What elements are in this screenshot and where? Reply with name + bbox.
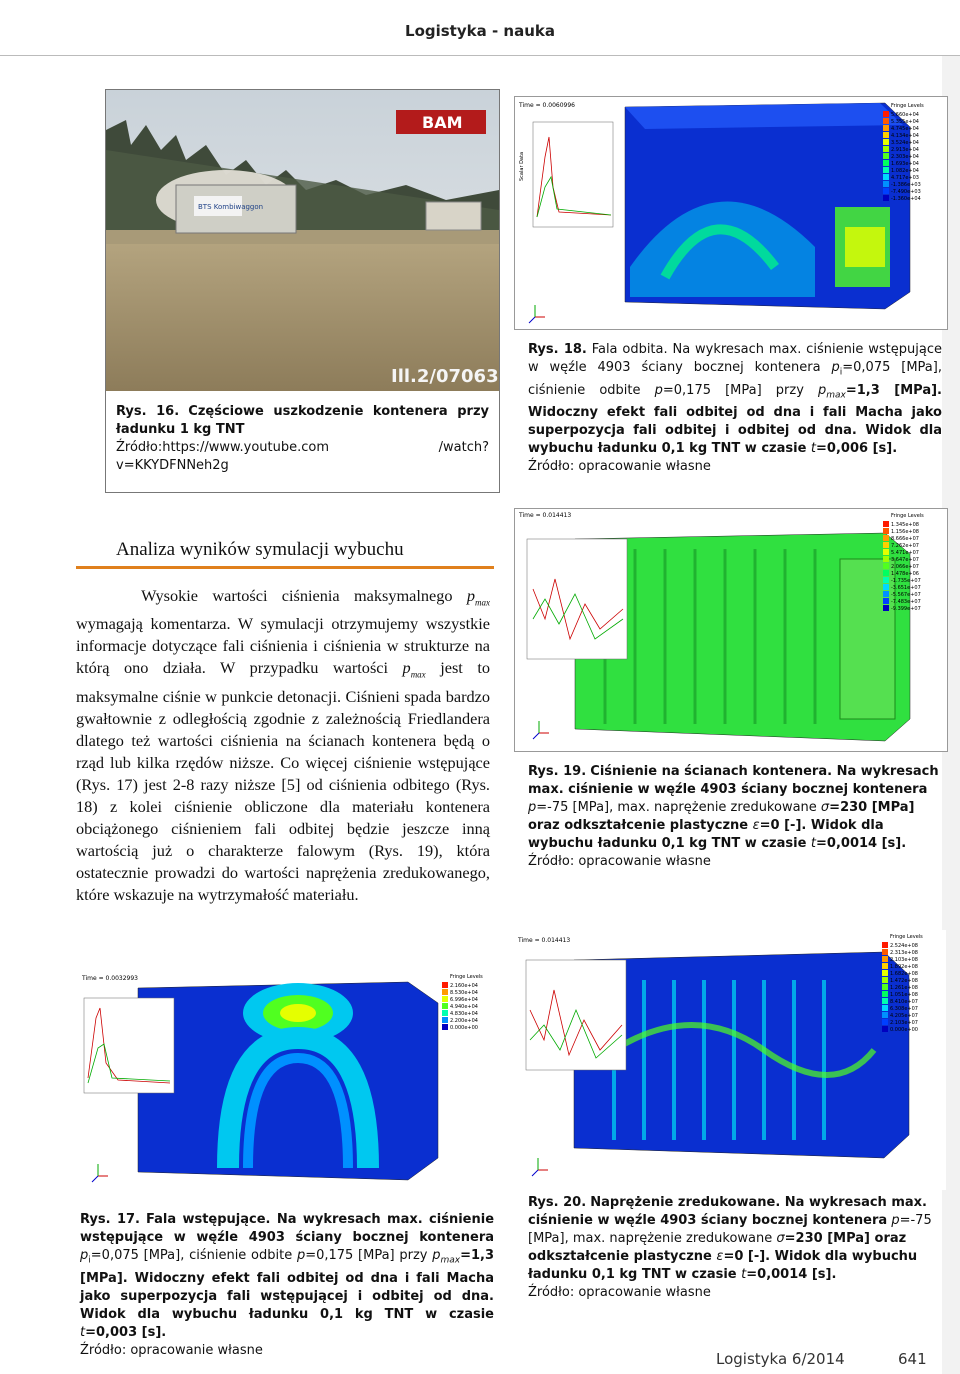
figure-17-source: Źródło: opracowanie własne [80, 1342, 263, 1358]
footer-journal: Logistyka 6/2014 [716, 1350, 845, 1368]
figure-16-source: Źródło:https://www.youtube.com /watch?v=KKYDFNNeh2g [116, 440, 489, 473]
fig20-legend-swatch [882, 984, 888, 990]
fig18-legend-value: 3.524e+04 [891, 140, 919, 146]
figure-18-text-5: =0,006 [s]. [816, 441, 898, 457]
fig20-legend-value: 1.472e+08 [890, 978, 918, 984]
body-sub-max2: max [410, 669, 426, 680]
fig17-legend-swatch [442, 996, 448, 1002]
body-var-p2: p [402, 658, 411, 678]
fig20-legend-swatch [882, 1005, 888, 1011]
section-body [76, 585, 490, 906]
fig18-legend-swatch [883, 167, 889, 173]
fig17-legend-value: 4.940e+04 [450, 1004, 478, 1010]
fig20-legend-value: 8.410e+07 [890, 999, 918, 1005]
fig19-legend-value: 2.066e+07 [891, 564, 919, 570]
figure-20-var-p: p [891, 1213, 900, 1228]
figure-19-var-t: t [810, 836, 817, 851]
fig18-legend-swatch [883, 188, 889, 194]
fig20-legend-value: 6.308e+07 [890, 1006, 918, 1012]
fig19-legend-swatch [883, 521, 889, 527]
fig18-legend-value: 4.745e+04 [891, 126, 919, 132]
fig20-legend-swatch [882, 977, 888, 983]
section-underline [76, 566, 494, 569]
fig18-legend-swatch [883, 146, 889, 152]
running-header: Logistyka - nauka [405, 22, 555, 40]
fig19-legend-swatch [883, 570, 889, 576]
fig19-legend-swatch [883, 528, 889, 534]
fig20-legend-swatch [882, 956, 888, 962]
figure-20-text-4: =0,0014 [s]. [746, 1267, 837, 1282]
figure-18-label: Rys. 18. [528, 342, 587, 357]
fig19-legend-swatch [883, 591, 889, 597]
figure-19 [514, 508, 948, 752]
figure-17-text-5: =0,003 [s]. [85, 1324, 167, 1340]
fig20-legend-swatch [882, 1026, 888, 1032]
figure-19-caption [528, 763, 942, 871]
fig17-legend-swatch [442, 982, 448, 988]
section-heading: Analiza wyników symulacji wybuchu [116, 539, 404, 560]
figure-20-var-sigma: σ [776, 1231, 785, 1246]
figure-18-text-1: Fala odbita. Na wykresach max. ciśnienie wstępujące w węźle 4903 ściany bocznej kontenera [528, 342, 942, 375]
fig17-legend-swatch [442, 1024, 448, 1030]
fig19-legend-swatch [883, 535, 889, 541]
fig18-legend-value: -7.490e+03 [891, 189, 921, 195]
figure-19-var-eps: ε [752, 818, 760, 833]
figure-20-var-eps: ε [716, 1249, 724, 1264]
figure-17-var-p2: p [296, 1248, 306, 1263]
fig19-legend-swatch [883, 598, 889, 604]
axes-triad-icon [532, 1158, 548, 1176]
fig17-legend-swatch [442, 1017, 448, 1023]
fig20-legend-swatch [882, 1012, 888, 1018]
figure-19-source: Źródło: opracowanie własne [528, 854, 711, 869]
figure-19-title: Ciśnienie na ścianach kontenera. Na wykresach max. ciśnienie w węźle 4903 ściany bocznej kontenera [528, 764, 939, 797]
sign-text: BTS Kombiwaggon [198, 203, 264, 211]
fig17-legend-swatch [442, 989, 448, 995]
fig20-time: Time = 0.014413 [518, 937, 571, 944]
fig18-legend-value: -1.386e+03 [891, 182, 921, 188]
figure-16-title: Częściowe uszkodzenie kontenera przy ładunku 1 kg TNT [116, 404, 489, 437]
fig19-legend-value: 8.666e+07 [891, 536, 919, 542]
figure-16-box [105, 89, 500, 493]
fig18-legend-swatch [883, 139, 889, 145]
figure-16-label: Rys. 16. [116, 404, 180, 419]
figure-18-caption [528, 341, 942, 476]
figure-17-var-p: p [80, 1248, 89, 1263]
fig19-legend-value: 7.262e+07 [891, 543, 919, 549]
fig19-legend-value: -3.651e+07 [891, 585, 921, 591]
fig18-time: Time = 0.0060996 [519, 102, 575, 109]
fig20-legend-value: 1.261e+08 [890, 985, 918, 991]
fig18-image [515, 97, 947, 329]
axes-triad-icon [92, 1164, 108, 1182]
figure-19-text-1: =-75 [MPa], max. naprężenie zredukowane [536, 800, 821, 815]
figure-17-text-2: =0,075 [MPa], ciśnienie odbite [90, 1248, 297, 1263]
fig17-legend-swatch [442, 1010, 448, 1016]
figure-18-var-t: t [810, 441, 817, 457]
fig17-legend-value: 8.530e+04 [450, 990, 478, 996]
fig18-legend-swatch [883, 195, 889, 201]
figure-17-caption [80, 1211, 494, 1360]
figure-19-text-4: =0,0014 [s]. [816, 836, 907, 851]
header-divider [0, 55, 960, 56]
figure-18-text-3: =0,175 [MPa] przy [662, 382, 818, 398]
fig18-legend-swatch [883, 111, 889, 117]
fig20-legend-value: 2.103e+07 [890, 1020, 918, 1026]
fig20-legend-swatch [882, 942, 888, 948]
fig20-legend-value: 1.892e+08 [890, 964, 918, 970]
fig18-legend-value: 1.693e+04 [891, 161, 919, 167]
fig18-legend-value: -1.360e+04 [891, 196, 921, 202]
fig17-legend-value: 2.200e+04 [450, 1018, 478, 1024]
fig20-legend-value: 2.313e+08 [890, 950, 918, 956]
fig17-legend-value: 2.160e+04 [450, 983, 478, 989]
fig18-legend-swatch [883, 181, 889, 187]
figure-20-var-t: t [741, 1267, 747, 1282]
body-text-1: Wysokie wartości ciśnienia maksymalnego [141, 586, 467, 605]
figure-17-var-pmax: p [432, 1248, 441, 1263]
fig18-legend-swatch [883, 153, 889, 159]
fig18-legend-value: 4.717e+03 [891, 175, 919, 181]
fig20-legend-swatch [882, 970, 888, 976]
fig19-legend-swatch [883, 584, 889, 590]
figure-19-var-sigma: σ [820, 800, 830, 815]
body-sub-max: max [475, 597, 490, 608]
fig17-time: Time = 0.0032993 [82, 975, 138, 982]
fig20-legend-value: 1.051e+08 [890, 992, 918, 998]
figure-18-sub-max: max [826, 390, 846, 401]
fig18-legend-value: 1.082e+04 [891, 168, 919, 174]
fig18-legend-title: Fringe Levels [891, 103, 924, 109]
figure-20-title: Naprężenie zredukowane. Na wykresach max. ciśnienie w węźle 4903 ściany bocznej kontenera [528, 1195, 927, 1228]
page-number: 641 [898, 1350, 927, 1368]
fig18-legend-value: 2.303e+04 [891, 154, 919, 160]
figure-17-var-t: t [80, 1324, 86, 1340]
fig18-ylabel: Scalar Data [519, 151, 525, 181]
figure-17-sub-i: i [88, 1255, 91, 1266]
axes-triad-icon [533, 721, 549, 739]
fig19-image [515, 509, 947, 751]
figure-18-var-p: p [831, 360, 840, 375]
fig17-legend-title: Fringe Levels [450, 974, 483, 980]
fig19-legend-swatch [883, 577, 889, 583]
photo-image [106, 90, 499, 391]
figure-16-caption [116, 403, 489, 475]
fig18-legend-value: 4.134e+04 [891, 133, 919, 139]
fig20-legend-swatch [882, 1019, 888, 1025]
figure-20-caption [528, 1194, 942, 1302]
fig19-legend-value: -7.483e+07 [891, 599, 921, 605]
fig19-legend-value: -5.567e+07 [891, 592, 921, 598]
fig20-legend-value: 0.000e+00 [890, 1027, 918, 1033]
figure-18 [514, 96, 948, 330]
figure-19-text-2: =230 [MPa] oraz odkształcenie plastyczne [528, 800, 915, 833]
fig19-legend-swatch [883, 556, 889, 562]
figure-20-text-3: =0 [-]. Widok dla wybuchu ładunku 0,1 kg TNT w czasie [528, 1249, 918, 1282]
fig19-time: Time = 0.014413 [519, 512, 572, 519]
fig20-legend-value: 2.524e+08 [890, 943, 918, 949]
fig20-legend-value: 4.205e+07 [890, 1013, 918, 1019]
fig17-legend-value: 0.000e+00 [450, 1025, 478, 1031]
figure-20-text-1: =-75 [MPa], max. naprężenie zredukowane [528, 1213, 932, 1246]
figure-17-sub-max: max [440, 1255, 461, 1266]
photo-watermark: Ill.2/07063 [391, 366, 499, 387]
figure-20-text-2: =230 [MPa] oraz odkształcenie plastyczne [528, 1231, 907, 1264]
figure-17-text-4: =1,3 [MPa]. Widoczny efekt fali odbitej od dna i fali Macha jako superpozycja fali wstępującej i odbitej od dna. Widok dla wybuchu ładunku 0,1 kg TNT w czasie [80, 1248, 495, 1322]
figure-17 [78, 968, 498, 1190]
figure-20-source: Źródło: opracowanie własne [528, 1285, 711, 1300]
fig17-image [78, 968, 498, 1190]
fig19-legend-value: -1.735e+07 [891, 578, 921, 584]
fig18-legend-swatch [883, 132, 889, 138]
fig19-legend-swatch [883, 542, 889, 548]
figure-18-text-2: =0,075 [MPa], ciśnienie odbite [528, 360, 942, 398]
fig19-legend-swatch [883, 605, 889, 611]
fig18-legend-swatch [883, 160, 889, 166]
figure-19-label: Rys. 19. [528, 764, 587, 779]
fig18-legend-value: 2.913e+04 [891, 147, 919, 153]
body-text-3: jest to maksymalne ciśnie w punkcie detonacji. Ciśnieni spada bardzo gwałtownie z odległością zgodnie z zależnością Friedlandera dlatego też wartości ciśnienia na ścianach kontenera będą o rząd lub kilka rzędów niższe. Co więcej ciśnienie wstępujące (Rys. 17) jest 2-8 razy niższe [5] od ciśnienia odbitego (Rys. 18) z kolei ciśnienie obliczone dla materiału kontenera obciążonego ciśnieniem fali odbitej będzie jeszcze inną wartością już o charakterze falowym (Rys. 19), która ostatecznie prowadzi do wartości naprężenia zredukowanego, które wskazuje na wytrzymałość materiału. [76, 658, 490, 904]
fig19-legend-swatch [883, 549, 889, 555]
fig20-legend-title: Fringe Levels [890, 934, 923, 940]
fig20-legend-swatch [882, 998, 888, 1004]
fig19-legend-title: Fringe Levels [891, 513, 924, 519]
figure-18-source: Źródło: opracowanie własne [528, 459, 711, 475]
fig19-legend-value: 1.478e+06 [891, 571, 919, 577]
figure-18-text-4: =1,3 [MPa]. Widoczny efekt fali odbitej od dna i fali Macha jako superpozycja fali odbitej i odbitej od dna. Widok dla wybuchu ładunku 0,1 kg TNT w czasie [528, 382, 942, 457]
fig18-legend-value: 5.660e+04 [891, 112, 919, 118]
fig19-legend-swatch [883, 563, 889, 569]
fig20-legend-swatch [882, 991, 888, 997]
fig20-legend-swatch [882, 963, 888, 969]
fig18-legend-value: 5.355e+04 [891, 119, 919, 125]
fig19-legend-value: 1.156e+08 [891, 529, 919, 535]
figure-20-label: Rys. 20. [528, 1195, 587, 1210]
bam-logo: BAM [422, 113, 463, 132]
fig19-legend-value: 1.345e+08 [891, 522, 919, 528]
fig19-legend-value: -9.399e+07 [891, 606, 921, 612]
fig17-legend [442, 974, 483, 1031]
fig17-legend-swatch [442, 1003, 448, 1009]
explosion-photo [106, 90, 499, 391]
figure-17-text-1: Fala wstępujące. Na wykresach max. ciśnienie wstępujące w węźle 4903 ściany bocznej kontenera [80, 1212, 495, 1245]
body-var-p: p [466, 586, 475, 605]
figure-19-var-p: p [528, 800, 537, 815]
fig20-legend-value: 2.103e+08 [890, 957, 918, 963]
figure-17-label: Rys. 17. [80, 1212, 140, 1227]
fig20-image [514, 930, 946, 1190]
fig18-legend-swatch [883, 174, 889, 180]
fig18-legend-swatch [883, 125, 889, 131]
fig17-legend-value: 6.996e+04 [450, 997, 478, 1003]
fig19-legend-value: 3.647e+07 [891, 557, 919, 563]
figure-18-sub-i: i [839, 367, 843, 378]
fig20-legend-value: 1.682e+08 [890, 971, 918, 977]
figure-19-text-3: =0 [-]. Widok dla wybuchu ładunku 0,1 kg TNT w czasie [528, 818, 884, 851]
figure-20 [514, 930, 946, 1190]
figure-18-var-pmax: p [817, 382, 827, 398]
fig18-legend-swatch [883, 118, 889, 124]
figure-18-var-p2: p [654, 382, 663, 398]
fig19-legend-value: 5.471e+07 [891, 550, 919, 556]
figure-17-text-3: =0,175 [MPa] przy [305, 1248, 433, 1263]
fig17-legend-value: 4.830e+04 [450, 1011, 478, 1017]
body-text-2: wymagają komentarza. W symulacji otrzymujemy wszystkie informacje dotyczące fali ciśnienia i ciśnienia w strukturze na którą ono działa. W przypadku wartości [76, 614, 490, 678]
axes-triad-icon [529, 305, 545, 323]
fig20-legend-swatch [882, 949, 888, 955]
